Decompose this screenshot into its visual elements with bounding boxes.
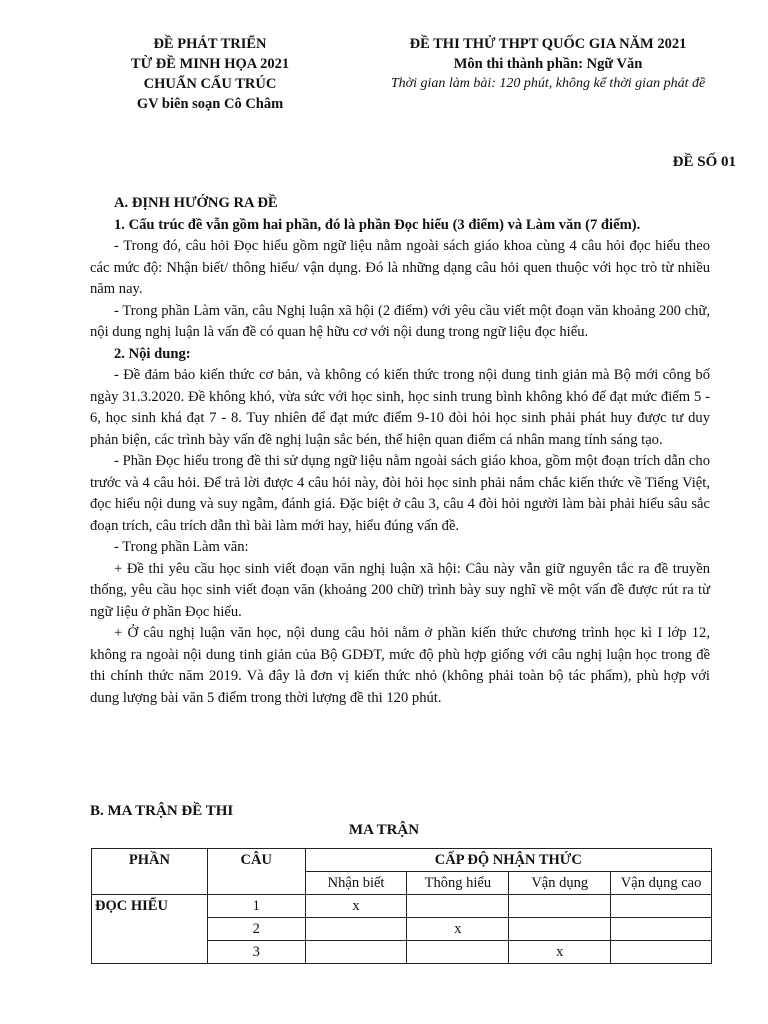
item2-paragraph-4: + Đề thi yêu cầu học sinh viết đoạn văn nghị luận xã hội: Câu này vẫn giữ nguyên tắc ra đề truyền thống, yêu cầu học sinh viết đoạn văn (khoảng 200 chữ) trình bày suy nghĩ về một vấn đề được rút ra từ ngữ liệu ở phần Đọc hiểu. — [90, 560, 710, 620]
col-header-question: CÂU — [207, 849, 305, 895]
item1-paragraph-1: - Trong đó, câu hỏi Đọc hiểu gồm ngữ liệu nằm ngoài sách giáo khoa cùng 4 câu hỏi đọc hiểu theo các mức độ: Nhận biết/ thông hiểu/ vận dụng. Đó là những dạng câu hỏi quen thuộc với học trò từ nhiều năm nay. — [90, 238, 710, 297]
question-cell: 1 — [207, 895, 305, 918]
mark-cell — [407, 941, 509, 964]
mark-cell — [611, 918, 712, 941]
header-left — [110, 34, 310, 114]
exam-number: ĐỀ SỐ 01 — [672, 154, 736, 170]
mark-cell: x — [407, 918, 509, 941]
col-header-part: PHẦN — [92, 849, 208, 895]
header-left-line3: CHUẨN CẤU TRÚC — [143, 76, 277, 92]
section-a — [90, 193, 710, 709]
exam-title: ĐỀ THI THỬ THPT QUỐC GIA NĂM 2021 — [409, 36, 687, 52]
header-left-line1: ĐỀ PHÁT TRIỂN — [153, 36, 267, 52]
mark-cell — [305, 941, 407, 964]
header-left-line2: TỪ ĐỀ MINH HỌA 2021 — [130, 56, 290, 72]
mark-cell — [611, 895, 712, 918]
mark-cell: x — [509, 941, 611, 964]
mark-cell — [305, 918, 407, 941]
header-right — [358, 34, 738, 94]
table-row — [92, 895, 712, 918]
item2-paragraph-1: - Đề đảm bảo kiến thức cơ bản, và không có kiến thức trong nội dung tinh giản mà Bộ mới công bố ngày 31.3.2020. Đề không khó, vừa sức với học sinh, học sinh trung bình không khó để đạt mức điểm 5 - 6, học sinh khá đạt 7 - 8. Tuy nhiên để đạt mức điểm 9-10 đòi hỏi học sinh phải phát huy được tư duy phản biện, các trình bày vấn đề nghị luận sắc bén, thể hiện quan điểm cá nhân mang tính sáng tạo. — [90, 367, 710, 448]
question-cell: 2 — [207, 918, 305, 941]
item1-heading: 1. Cấu trúc đề vẫn gồm hai phần, đó là phần Đọc hiểu (3 điểm) và Làm văn (7 điểm). — [114, 216, 641, 233]
exam-time: Thời gian làm bài: 120 phút, không kể thời gian phát đề — [390, 76, 706, 91]
mark-cell — [509, 895, 611, 918]
mark-cell: x — [305, 895, 407, 918]
author-line: GV biên soạn Cô Châm — [136, 96, 284, 112]
level-header: Vận dụng — [509, 872, 611, 895]
mark-cell — [407, 895, 509, 918]
exam-subject: Môn thi thành phần: Ngữ Văn — [453, 56, 643, 72]
matrix-title: MA TRẬN — [348, 822, 420, 838]
section-b-heading: B. MA TRẬN ĐỀ THI — [90, 803, 234, 819]
item2-paragraph-5: + Ở câu nghị luận văn học, nội dung câu hỏi nằm ở phần kiến thức chương trình học kì I lớp 12, không ra ngoài nội dung tinh giản của Bộ GDĐT, mức độ phù hợp giống với câu nghị luận học trong đề thi chính thức năm 2019. Và đây là đơn vị kiến thức nhỏ (không phải toàn bộ tác phẩm), phù hợp với dung lượng bài văn 5 điểm trong thời lượng đề thi 120 phút. — [90, 625, 710, 706]
question-cell: 3 — [207, 941, 305, 964]
mark-cell — [611, 941, 712, 964]
item2-paragraph-2: - Phần Đọc hiểu trong đề thi sử dụng ngữ liệu nằm ngoài sách giáo khoa, gồm một đoạn trích dẫn cho trước và 4 câu hỏi. Để trả lời được 4 câu hỏi này, đòi hỏi học sinh phải nắm chắc kiến thức về Tiếng Việt, đọc hiểu nội dung và suy ngẫm, đánh giá. Đặc biệt ở câu 3, câu 4 đòi hỏi người làm bài phải hiểu sâu sắc đoạn trích, câu trích dẫn thì bài làm mới hay, hiểu đúng vấn đề. — [90, 453, 710, 534]
item2-paragraph-3: - Trong phần Làm văn: — [114, 539, 249, 555]
level-header: Thông hiểu — [407, 872, 509, 895]
col-header-level: CẤP ĐỘ NHẬN THỨC — [305, 849, 711, 872]
matrix-table — [91, 848, 712, 964]
item2-heading: 2. Nội dung: — [114, 345, 191, 362]
level-header: Vận dụng cao — [611, 872, 712, 895]
part-label: ĐỌC HIỂU — [92, 895, 208, 964]
item1-paragraph-2: - Trong phần Làm văn, câu Nghị luận xã hội (2 điểm) với yêu cầu viết một đoạn văn khoảng 200 chữ, nội dung nghị luận là vấn đề có quan hệ hữu cơ với nội dung trong ngữ liệu đọc hiểu. — [90, 302, 710, 340]
mark-cell — [509, 918, 611, 941]
level-header: Nhận biết — [305, 872, 407, 895]
section-a-heading: A. ĐỊNH HƯỚNG RA ĐỀ — [114, 195, 278, 211]
